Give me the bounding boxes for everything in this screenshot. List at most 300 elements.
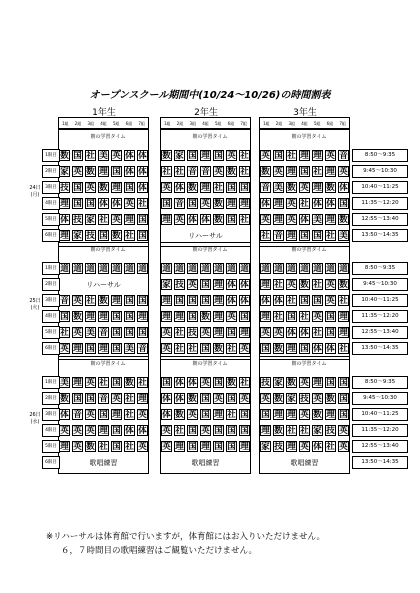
class-label: 3組 (189, 121, 197, 126)
subject-cell: 技 (274, 442, 283, 452)
subject-cell: 音 (188, 167, 197, 177)
period-label: 1限目 (42, 262, 60, 275)
subject-cell: 体 (300, 328, 309, 338)
subject-cell: 体 (162, 410, 171, 420)
subject-cell: 体 (339, 183, 348, 193)
period-time: 8:50〜9:35 (352, 376, 408, 389)
subject-cell: 社 (175, 328, 184, 338)
subject-cell: 理 (138, 312, 147, 322)
subject-cell: 国 (138, 328, 147, 338)
subject-cell: 国 (112, 442, 121, 452)
subject-cell: 数 (339, 280, 348, 290)
period-label: 5限目 (42, 213, 60, 226)
footnote-1: ※リハーサルは体育館で行いますが，体育館にはお入りいただけません。 (46, 532, 325, 542)
subject-cell: 数 (60, 151, 69, 161)
subject-cell: 英 (313, 394, 322, 404)
subject-cell: 社 (175, 167, 184, 177)
subject-cell: 理 (240, 328, 249, 338)
subject-cell: 社 (240, 167, 249, 177)
subject-cell: 数 (125, 378, 134, 388)
subject-cell: 国 (326, 328, 335, 338)
period-label: 3限目 (42, 181, 60, 194)
subject-cell: 英 (201, 328, 210, 338)
day-label (28, 185, 42, 199)
subject-cell: 体 (313, 442, 322, 452)
subject-cell: 英 (261, 394, 270, 404)
subject-cell: 数 (86, 442, 95, 452)
subject-cell: 国 (188, 312, 197, 322)
period-time: 8:50〜9:35 (352, 262, 408, 275)
subject-cell: 英 (274, 167, 283, 177)
subject-cell: 国 (287, 312, 296, 322)
subject-cell: 社 (214, 183, 223, 193)
subject-cell: 理 (240, 442, 249, 452)
subject-cell: 国 (112, 328, 121, 338)
subject-cell: 体 (175, 378, 184, 388)
subject-cell: 理 (175, 442, 184, 452)
period-label: 3限目 (42, 294, 60, 307)
subject-cell: 英 (339, 442, 348, 452)
subject-cell: 音 (99, 328, 108, 338)
subject-cell: 国 (274, 151, 283, 161)
subject-cell: 体 (138, 151, 147, 161)
subject-cell: 理 (99, 426, 108, 436)
subject-cell: 英 (162, 426, 171, 436)
subject-cell: 体 (227, 296, 236, 306)
subject-cell: 理 (326, 215, 335, 225)
subject-cell: 数 (227, 167, 236, 177)
subject-cell: 理 (274, 215, 283, 225)
subject-cell: 国 (326, 312, 335, 322)
subject-cell: 理 (214, 410, 223, 420)
subject-cell: 理 (274, 199, 283, 209)
day-label (28, 298, 42, 312)
subject-cell: 数 (227, 378, 236, 388)
subject-cell: 国 (125, 328, 134, 338)
period-label: 3限目 (42, 408, 60, 421)
subject-cell: 国 (73, 394, 82, 404)
subject-cell: 国 (240, 426, 249, 436)
day-date: 26日 (29, 412, 41, 418)
subject-cell: 体 (313, 344, 322, 354)
subject-cell: 理 (214, 312, 223, 322)
subject-cell: 社 (274, 312, 283, 322)
subject-cell: 国 (201, 280, 210, 290)
subject-cell: 技 (300, 394, 309, 404)
subject-cell: 音 (261, 183, 270, 193)
period-time: 10:40〜11:25 (352, 181, 408, 194)
subject-cell: 国 (138, 215, 147, 225)
subject-cell: 英 (326, 296, 335, 306)
day-date: 24日 (29, 185, 41, 191)
subject-cell: 美 (339, 231, 348, 241)
subject-cell: 道 (214, 264, 223, 274)
subject-cell: 理 (287, 410, 296, 420)
subject-cell: 国 (339, 199, 348, 209)
subject-cell: 数 (188, 183, 197, 193)
subject-cell: 英 (162, 442, 171, 452)
subject-cell: 社 (326, 442, 335, 452)
subject-cell: 社 (138, 378, 147, 388)
merged-activity: 歌唱練習 (89, 459, 118, 467)
subject-cell: 家 (313, 426, 322, 436)
period-label: 2限目 (42, 278, 60, 291)
subject-cell: 国 (240, 312, 249, 322)
subject-cell: 理 (274, 410, 283, 420)
subject-cell: 美 (86, 328, 95, 338)
subject-cell: 体 (112, 199, 121, 209)
morning-study-label: 朝の学習タイム (192, 134, 228, 140)
subject-cell: 社 (287, 296, 296, 306)
subject-cell: 英 (300, 378, 309, 388)
subject-cell: 理 (162, 312, 171, 322)
subject-cell: 道 (112, 264, 121, 274)
class-header-1 (58, 117, 149, 129)
subject-cell: 数 (274, 394, 283, 404)
subject-cell: 理 (201, 183, 210, 193)
subject-cell: 英 (73, 296, 82, 306)
subject-cell: 国 (326, 378, 335, 388)
subject-cell: 英 (214, 167, 223, 177)
subject-cell: 英 (261, 215, 270, 225)
subject-cell: 理 (287, 442, 296, 452)
subject-cell: 英 (326, 151, 335, 161)
subject-cell: 音 (274, 231, 283, 241)
merged-activity: リハーサル (86, 281, 121, 289)
subject-cell: 理 (339, 328, 348, 338)
class-header-3 (259, 117, 350, 129)
subject-cell: 社 (138, 199, 147, 209)
subject-cell: 英 (188, 410, 197, 420)
subject-cell: 理 (201, 151, 210, 161)
merged-activity: リハーサル (188, 232, 223, 240)
footnote-2: ６，７時間目の歌唱練習はご観覧いただけません。 (61, 546, 258, 556)
subject-cell: 体 (125, 167, 134, 177)
subject-cell: 社 (125, 394, 134, 404)
subject-cell: 社 (261, 231, 270, 241)
subject-cell: 道 (175, 264, 184, 274)
subject-cell: 技 (188, 328, 197, 338)
subject-cell: 英 (261, 328, 270, 338)
subject-cell: 家 (261, 442, 270, 452)
subject-cell: 国 (162, 199, 171, 209)
class-label: 1組 (263, 121, 270, 126)
subject-cell: 英 (162, 183, 171, 193)
subject-cell: 社 (162, 167, 171, 177)
subject-cell: 理 (60, 231, 69, 241)
subject-cell: 国 (201, 394, 210, 404)
morning-study-label: 朝の学習タイム (291, 247, 327, 253)
subject-cell: 国 (99, 410, 108, 420)
subject-cell: 技 (175, 280, 184, 290)
subject-cell: 数 (339, 215, 348, 225)
subject-cell: 道 (73, 264, 82, 274)
subject-cell: 理 (60, 199, 69, 209)
subject-cell: 美 (313, 215, 322, 225)
subject-cell: 数 (214, 344, 223, 354)
subject-cell: 社 (287, 426, 296, 436)
subject-cell: 理 (339, 312, 348, 322)
subject-cell: 体 (188, 215, 197, 225)
subject-cell: 社 (227, 410, 236, 420)
subject-cell: 体 (188, 378, 197, 388)
subject-cell: 技 (60, 183, 69, 193)
period-label: 6限目 (42, 342, 60, 355)
subject-cell: 国 (227, 442, 236, 452)
class-label: 7組 (240, 121, 247, 126)
subject-cell: 体 (138, 167, 147, 177)
subject-cell: 国 (313, 296, 322, 306)
subject-cell: 英 (86, 426, 95, 436)
subject-cell: 国 (188, 199, 197, 209)
subject-cell: 国 (339, 410, 348, 420)
subject-cell: 家 (175, 151, 184, 161)
period-time: 10:40〜11:25 (352, 408, 408, 421)
subject-cell: 美 (99, 151, 108, 161)
subject-cell: 体 (125, 426, 134, 436)
period-time: 13:50〜14:35 (352, 342, 408, 355)
subject-cell: 理 (112, 296, 121, 306)
subject-cell: 家 (60, 167, 69, 177)
subject-cell: 数 (214, 199, 223, 209)
subject-cell: 英 (313, 312, 322, 322)
subject-cell: 社 (240, 151, 249, 161)
period-label: 1限目 (42, 376, 60, 389)
subject-cell: 社 (99, 442, 108, 452)
class-header-2 (160, 117, 251, 129)
period-label: 2限目 (42, 165, 60, 178)
subject-cell: 理 (201, 442, 210, 452)
period-label: 5限目 (42, 326, 60, 339)
subject-cell: 数 (99, 183, 108, 193)
subject-cell: 理 (99, 344, 108, 354)
subject-cell: 技 (73, 215, 82, 225)
subject-cell: 数 (112, 231, 121, 241)
subject-cell: 体 (326, 344, 335, 354)
subject-cell: 家 (287, 394, 296, 404)
morning-study-label: 朝の学習タイム (192, 247, 228, 253)
page-title: オープンスクール期間中(10/24〜10/26)の時間割表 (89, 90, 331, 101)
subject-cell: 社 (175, 426, 184, 436)
subject-cell: 家 (162, 280, 171, 290)
subject-cell: 理 (326, 167, 335, 177)
subject-cell: 理 (287, 344, 296, 354)
subject-cell: 社 (274, 280, 283, 290)
subject-cell: 道 (188, 264, 197, 274)
subject-cell: 体 (201, 215, 210, 225)
subject-cell: 国 (188, 442, 197, 452)
subject-cell: 国 (300, 167, 309, 177)
subject-cell: 社 (60, 328, 69, 338)
subject-cell: 道 (86, 264, 95, 274)
subject-cell: 国 (201, 296, 210, 306)
grade-heading-3: 3年生 (293, 108, 317, 118)
subject-cell: 国 (240, 410, 249, 420)
subject-cell: 英 (112, 151, 121, 161)
subject-cell: 英 (274, 328, 283, 338)
subject-cell: 道 (99, 264, 108, 274)
subject-cell: 英 (162, 344, 171, 354)
subject-cell: 技 (326, 426, 335, 436)
period-label: 4限目 (42, 197, 60, 210)
period-time: 12:55〜13:40 (352, 440, 408, 453)
subject-cell: 体 (313, 199, 322, 209)
subject-cell: 理 (240, 199, 249, 209)
subject-cell: 理 (60, 442, 69, 452)
subject-cell: 社 (227, 344, 236, 354)
subject-cell: 英 (73, 442, 82, 452)
subject-cell: 英 (86, 183, 95, 193)
subject-cell: 英 (300, 442, 309, 452)
subject-cell: 英 (227, 151, 236, 161)
subject-cell: 理 (125, 215, 134, 225)
period-time: 9:45〜10:30 (352, 392, 408, 405)
subject-cell: 国 (313, 231, 322, 241)
class-label: 5組 (112, 121, 120, 126)
subject-cell: 理 (112, 183, 121, 193)
subject-cell: 国 (112, 312, 121, 322)
period-time: 12:55〜13:40 (352, 326, 408, 339)
class-label: 4組 (100, 121, 107, 126)
class-label: 2組 (275, 121, 283, 126)
subject-cell: 国 (227, 215, 236, 225)
merged-activity: 歌唱練習 (191, 459, 220, 467)
class-label: 4組 (301, 121, 308, 126)
subject-cell: 英 (287, 280, 296, 290)
subject-cell: 理 (162, 215, 171, 225)
subject-cell: 国 (73, 151, 82, 161)
subject-cell: 道 (261, 264, 270, 274)
class-label: 5組 (313, 121, 321, 126)
subject-cell: 英 (162, 328, 171, 338)
subject-cell: 国 (261, 344, 270, 354)
subject-cell: 道 (300, 264, 309, 274)
subject-cell: 理 (99, 167, 108, 177)
subject-cell: 体 (138, 183, 147, 193)
subject-cell: 道 (240, 264, 249, 274)
subject-cell: 国 (214, 151, 223, 161)
subject-cell: 英 (326, 280, 335, 290)
subject-cell: 英 (175, 215, 184, 225)
subject-cell: 音 (73, 410, 82, 420)
subject-cell: 音 (175, 199, 184, 209)
subject-cell: 国 (227, 426, 236, 436)
grade-heading-2: 2年生 (194, 108, 218, 118)
day-weekday: (火) (30, 305, 40, 311)
subject-cell: 英 (201, 426, 210, 436)
period-time: 11:35〜12:20 (352, 310, 408, 323)
subject-cell: 数 (201, 312, 210, 322)
class-label: 3組 (288, 121, 296, 126)
subject-cell: 国 (339, 378, 348, 388)
subject-cell: 英 (73, 167, 82, 177)
morning-study-label: 朝の学習タイム (291, 361, 327, 367)
subject-cell: 社 (240, 378, 249, 388)
class-label: 2組 (176, 121, 184, 126)
day-weekday: (水) (30, 419, 40, 425)
subject-cell: 国 (99, 231, 108, 241)
subject-cell: 理 (261, 312, 270, 322)
subject-cell: 美 (274, 183, 283, 193)
period-time: 9:45〜10:30 (352, 165, 408, 178)
subject-cell: 数 (274, 426, 283, 436)
subject-cell: 数 (86, 167, 95, 177)
class-label: 7組 (339, 121, 346, 126)
subject-cell: 社 (300, 312, 309, 322)
merged-activity: 歌唱練習 (290, 459, 319, 467)
subject-cell: 国 (73, 199, 82, 209)
class-label: 1組 (62, 121, 69, 126)
subject-cell: 理 (73, 378, 82, 388)
subject-cell: 体 (125, 151, 134, 161)
subject-cell: 国 (125, 296, 134, 306)
subject-cell: 数 (162, 151, 171, 161)
subject-cell: 国 (138, 296, 147, 306)
subject-cell: 数 (214, 215, 223, 225)
subject-cell: 国 (112, 378, 121, 388)
subject-cell: 英 (214, 394, 223, 404)
subject-cell: 数 (326, 183, 335, 193)
subject-cell: 社 (313, 328, 322, 338)
subject-cell: 体 (60, 215, 69, 225)
subject-cell: 美 (125, 344, 134, 354)
subject-cell: 社 (326, 231, 335, 241)
subject-cell: 理 (175, 312, 184, 322)
subject-cell: 体 (240, 296, 249, 306)
subject-cell: 国 (112, 167, 121, 177)
subject-cell: 英 (339, 426, 348, 436)
subject-cell: 社 (287, 151, 296, 161)
subject-cell: 英 (300, 183, 309, 193)
subject-cell: 理 (73, 344, 82, 354)
class-label: 5組 (214, 121, 222, 126)
subject-cell: 社 (125, 442, 134, 452)
subject-cell: 社 (188, 344, 197, 354)
subject-cell: 英 (73, 328, 82, 338)
subject-cell: 道 (339, 264, 348, 274)
subject-cell: 家 (274, 378, 283, 388)
subject-cell: 国 (175, 296, 184, 306)
subject-cell: 音 (201, 167, 210, 177)
class-label: 1組 (164, 121, 171, 126)
subject-cell: 国 (112, 426, 121, 436)
subject-cell: 英 (112, 215, 121, 225)
class-label: 6組 (326, 121, 334, 126)
subject-cell: 社 (175, 344, 184, 354)
subject-cell: 国 (240, 183, 249, 193)
subject-cell: 英 (261, 151, 270, 161)
subject-cell: 社 (99, 215, 108, 225)
morning-study-label: 朝の学習タイム (192, 361, 228, 367)
period-label: 6限目 (42, 229, 60, 242)
subject-cell: 体 (175, 394, 184, 404)
subject-cell: 英 (300, 410, 309, 420)
subject-cell: 体 (240, 280, 249, 290)
subject-cell: 理 (138, 394, 147, 404)
morning-study-label: 朝の学習タイム (291, 134, 327, 140)
day-weekday: (月) (30, 192, 40, 198)
subject-cell: 音 (138, 344, 147, 354)
subject-cell: 技 (86, 231, 95, 241)
subject-cell: 道 (313, 264, 322, 274)
period-time: 8:50〜9:35 (352, 149, 408, 162)
subject-cell: 英 (287, 215, 296, 225)
subject-cell: 音 (339, 151, 348, 161)
subject-cell: 数 (188, 394, 197, 404)
subject-cell: 理 (227, 199, 236, 209)
subject-cell: 国 (201, 344, 210, 354)
subject-cell: 美 (60, 378, 69, 388)
